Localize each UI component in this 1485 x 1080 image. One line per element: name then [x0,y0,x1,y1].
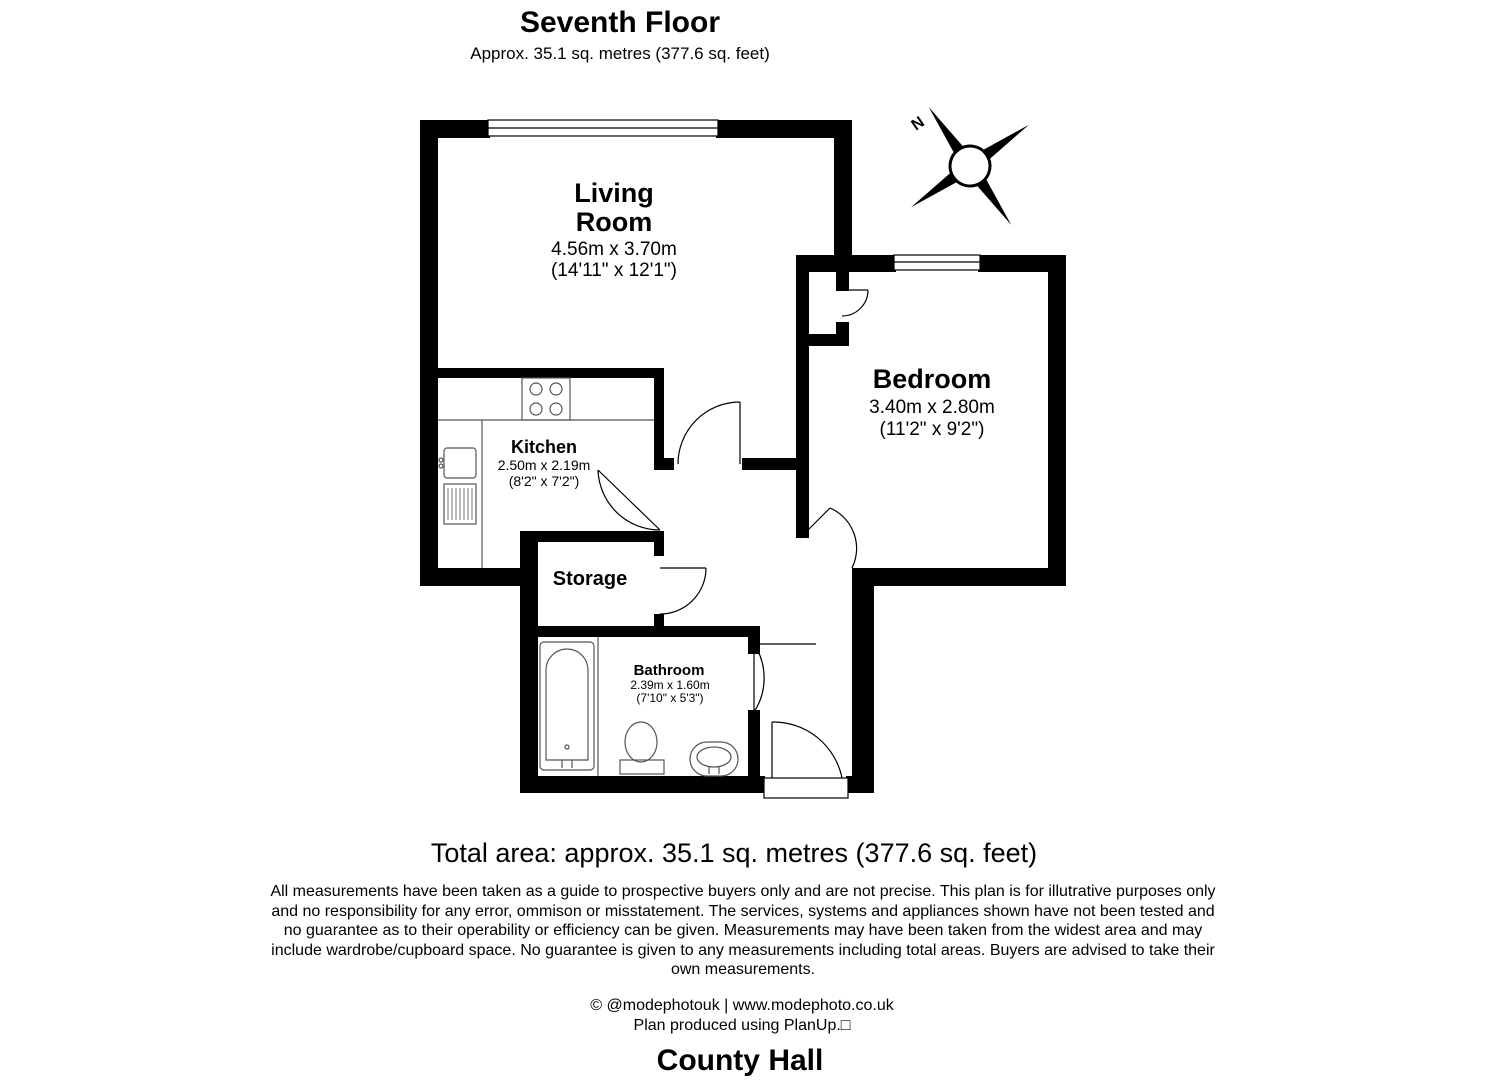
hob [522,378,570,420]
wall [852,568,1066,586]
living-room-name: Room [575,207,653,237]
door-swing [754,644,764,712]
compass-north-label: N [908,113,928,135]
bathroom-imperial: (7'10" x 5'3") [636,691,704,705]
door-swing [660,568,706,614]
drainer-ribs [448,488,472,520]
wall [654,368,664,468]
compass [870,66,1071,267]
bathroom-metric: 2.39m x 1.60m [630,678,710,692]
hob-ring [550,383,562,395]
kitchen-imperial: (8'2" x 7'2") [508,473,580,489]
bathroom-name: Bathroom [633,662,705,679]
kitchen-metric: 2.50m x 2.19m [497,457,591,473]
wall [1048,255,1066,586]
door-swing [830,508,857,568]
wall [520,531,664,542]
hob-ring [530,383,542,395]
bathroom-fixtures [540,637,738,776]
disclaimer: All measurements have been taken as a guide to prospective buyers only and are not precise. This plan is for illutrative purposes only and no responsibility for any error, ommison or misstatement. The services, systems and appliances shown have not been tested and no guarantee as to their operability or efficiency can be given. Measurements may have been taken from the widest area and may include wardrobe/cupboard space. No guarantee is given to any measurements including total areas. Buyers are advised to take their own measurements. [270,883,1216,978]
living-room-name: Living [574,178,654,208]
tap [439,464,443,468]
wall [654,531,664,556]
hob-ring [550,403,562,415]
wall [834,120,852,272]
wall [852,568,874,793]
wall [438,368,664,378]
wall [836,255,849,291]
wall [742,458,802,470]
bath-drain [565,745,569,749]
tap [439,458,443,462]
kitchen-name: Kitchen [510,437,578,457]
door-swing [842,290,868,316]
bedroom-name: Bedroom [872,364,992,394]
washbasin-bowl [697,747,731,767]
wall [716,120,852,138]
living-room-imperial: (14'11" x 12'1") [550,260,678,281]
wall [748,626,760,654]
bathtub-inner [546,649,588,760]
floor-area: Approx. 35.1 sq. metres (377.6 sq. feet) [470,44,770,63]
storage-name: Storage [552,568,628,590]
wall [796,255,809,538]
hob-ring [530,403,542,415]
credit-line: Plan produced using PlanUp.□ [633,1017,851,1034]
door-swing [678,402,740,464]
wall [654,458,674,470]
sink-bowl [444,448,476,478]
credit-line: © @modephotouk | www.modephoto.co.uk [590,997,894,1014]
toilet [625,722,657,762]
wall [520,776,765,793]
wall [520,531,538,793]
bedroom-imperial: (11'2" x 9'2") [879,419,985,440]
entry-threshold [764,778,848,798]
building-name: County Hall [656,1044,824,1077]
door-swing [772,722,842,778]
credits [590,996,893,1036]
floor-title: Seventh Floor [519,6,721,39]
wall [846,776,874,793]
bedroom-metric: 3.40m x 2.80m [869,397,995,418]
wall [520,626,760,637]
wall [420,120,438,586]
living-room-metric: 4.56m x 3.70m [551,239,677,260]
total-area: Total area: approx. 35.1 sq. metres (377.6 sq. feet) [430,838,1038,868]
wall [806,334,849,346]
